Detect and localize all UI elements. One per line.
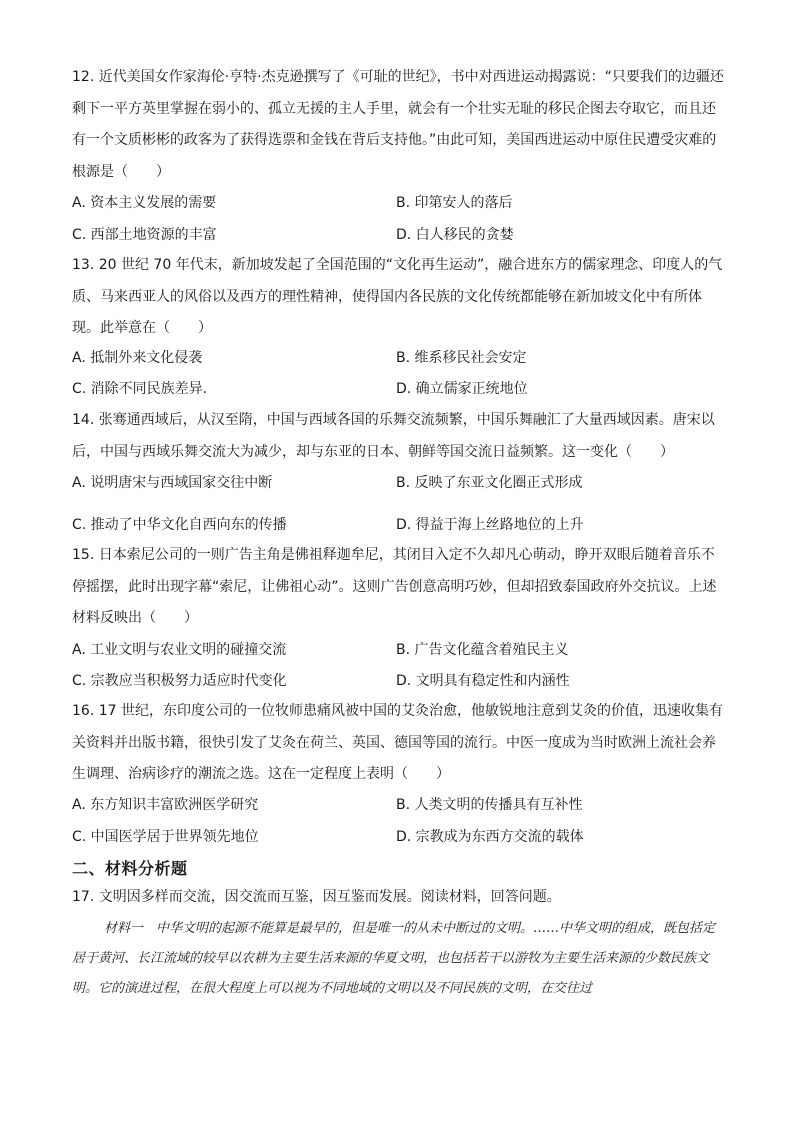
q15-option-c[interactable]: C. 宗教应当积极努力适应时代变化 <box>72 673 287 689</box>
question-12: 12. 近代美国女作家海伦·亨特·杰克逊撰写了《可耻的世纪》，书中对西进运动揭露说：“只要我们的边疆还剩下一平方英里掌握在弱小的、孤立无援的主人手里，就会有一个壮实无耻的移民企图去夺取它，而且还有一个文质彬彬的政客为了获得选票和金钱在背后支持他。”由此可知，美国西进运动中原住民遭受灾难的根源是（ ） <box>72 69 724 180</box>
q12-option-a[interactable]: A. 资本主义发展的需要 <box>72 195 217 211</box>
question-16: 16. 17 世纪，东印度公司的一位牧师患痛风被中国的艾灸治愈，他敏锐地注意到艾灸的价值，迅速收集有关资料并出版书籍，很快引发了艾灸在荷兰、英国、德国等国的流行。中医一度成为当时欧洲上流社会养生调理、治病诊疗的潮流之选。这在一定程度上表明（ ） <box>72 703 723 782</box>
q16-option-d[interactable]: D. 宗教成为东西方交流的载体 <box>396 829 584 845</box>
q13-option-c[interactable]: C. 消除不同民族差异. <box>72 381 208 397</box>
q14-option-d[interactable]: D. 得益于海上丝路地位的上升 <box>396 517 584 533</box>
q12-option-c[interactable]: C. 西部土地资源的丰富 <box>72 227 217 243</box>
question-14: 14. 张骞通西域后，从汉至隋，中国与西域各国的乐舞交流频繁，中国乐舞融汇了大量西域因素。唐宋以后，中国与西域乐舞交流大为减少，却与东亚的日本、朝鲜等国交流日益频繁。这一变化（ ） <box>72 412 715 460</box>
q14-option-c[interactable]: C. 推动了中华文化自西向东的传播 <box>72 517 287 533</box>
question-13: 13. 20 世纪 70 年代末，新加坡发起了全国范围的“文化再生运动”，融合进东方的儒家理念、印度人的气质、马来西亚人的风俗以及西方的理性精神，使得国内各民族的文化传统都能够在新加坡文化中有所体现。此举意在（ ） <box>72 257 723 336</box>
q15-option-d[interactable]: D. 文明具有稳定性和内涵性 <box>396 673 570 689</box>
q12-option-d[interactable]: D. 白人移民的贪婪 <box>396 227 514 243</box>
q16-option-b[interactable]: B. 人类文明的传播具有互补性 <box>396 797 583 813</box>
q13-option-d[interactable]: D. 确立儒家正统地位 <box>396 381 528 397</box>
q15-option-b[interactable]: B. 广告文化蕴含着殖民主义 <box>396 642 569 658</box>
question-15: 15. 日本索尼公司的一则广告主角是佛祖释迦牟尼，其闭目入定不久却凡心萌动，睁开双眼后随着音乐不停摇摆，此时出现字幕“索尼，让佛祖心动”。这则广告创意高明巧妙，但却招致泰国政府外交抗议。上述材料反映出（ ） <box>72 547 717 626</box>
q15-option-a[interactable]: A. 工业文明与农业文明的碰撞交流 <box>72 642 287 658</box>
q12-option-b[interactable]: B. 印第安人的落后 <box>396 195 513 211</box>
section-title: 二、材料分析题 <box>72 859 188 878</box>
q14-option-b[interactable]: B. 反映了东亚文化圈正式形成 <box>396 475 583 491</box>
material-1: 材料一 中华文明的起源不能算是最早的，但是唯一的从未中断过的文明。……中华文明的组成，既包括定居于黄河、长江流域的较早以农耕为主要生活来源的华夏文明，也包括若干以游牧为主要生活来源的少数民族文明。它的演进过程，在很大程度上可以视为不同地域的文明以及不同民族的文明，在交往过 <box>72 921 716 996</box>
q16-option-a[interactable]: A. 东方知识丰富欧洲医学研究 <box>72 797 259 813</box>
q16-option-c[interactable]: C. 中国医学居于世界领先地位 <box>72 829 259 845</box>
question-17: 17. 文明因多样而交流，因交流而互鉴，因互鉴而发展。阅读材料，回答问题。 <box>72 889 561 905</box>
q13-option-a[interactable]: A. 抵制外来文化侵袭 <box>72 350 203 366</box>
q14-option-a[interactable]: A. 说明唐宋与西域国家交往中断 <box>72 475 273 491</box>
q13-option-b[interactable]: B. 维系移民社会安定 <box>396 350 527 366</box>
